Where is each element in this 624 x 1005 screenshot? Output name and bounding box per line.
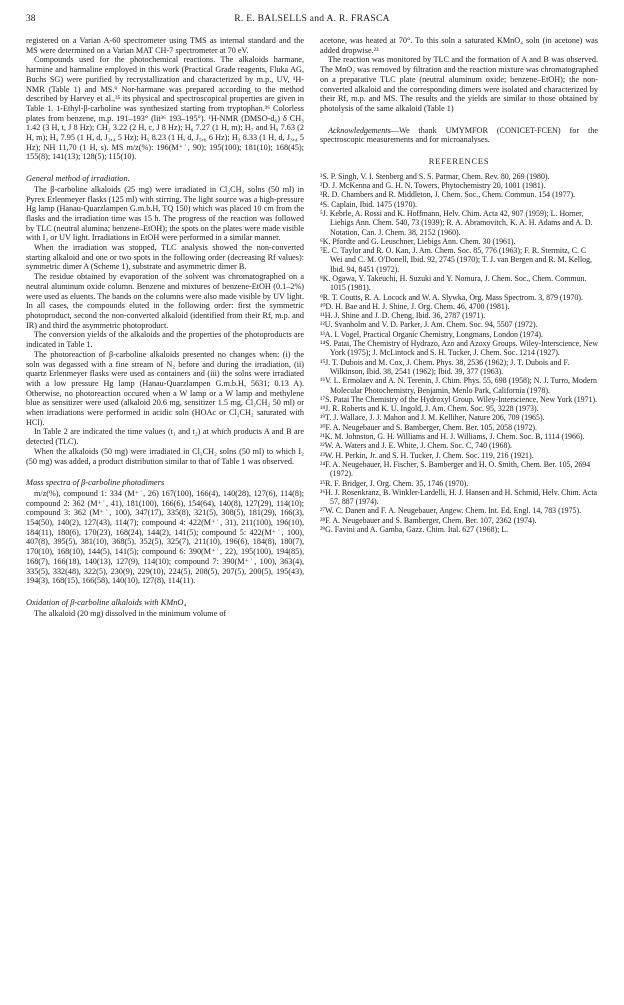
running-title: R. E. BALSELLS and A. R. FRASCA: [234, 14, 390, 24]
oxidation-paragraph-2: The reaction was monitored by TLC and the formation of A and B was observed. The MnO₂ was removed by filtration and the reaction mixture was chromatographed on a preparative TLC plate (neutral aluminum oxide; benzene–EtOH); the non-converted alkaloid and the corresponding dimers were isolated and characterized by their Rf, m.p. and MS. The results and the yields are similar to those obtained by photolysis of the same alkaloid (Table 1): [320, 55, 598, 113]
acknowledgements-text: —We thank UMYMFOR (CONICET-FCEN) for the spectroscopic measurements and for microanalyses.: [320, 125, 598, 145]
reference-item: ¹⁵J. T. Dubois and M. Cox, J. Chem. Phys. 38, 2536 (1962); J. T. Dubois and F. Wilkinson, Ibid. 38, 2541 (1962); Ibid. 39, 377 (1963).: [320, 357, 570, 376]
reference-item: ¹⁰D. H. Bae and H. J. Shine, J. Org. Chem. 46, 4700 (1981).: [320, 301, 510, 311]
reference-item: ²D. J. McKenna and G. H. N. Towers, Phytochemistry 20, 1001 (1981).: [320, 181, 546, 191]
reference-item: ¹⁸J. R. Roberts and K. U. Ingold, J. Am. Chem. Soc. 95, 3228 (1973).: [320, 404, 539, 414]
reference-item: ¹⁷S. Patai The Chemistry of the Hydroxyl Group. Wiley-Interscience, New York (1971).: [320, 394, 598, 404]
reference-item: ²⁰F. A. Neugebauer and S. Bamberger, Chem. Ber. 105, 2058 (1972).: [320, 422, 538, 432]
acknowledgements: [320, 126, 598, 145]
general-paragraph: The residue obtained by evaporation of the solvent was chromatographed on a neutral aluminum oxide column. Benzene and mixtures of benzene-EtOH (0.1–2%) were used as eluents. The bands on the columns were also made visible by UV light. In all cases, the compounds eluted in the following order: first the symmetric photoproduct, second the non-converted alkaloid (identified from their Rf, m.p. and IR) and third the asymmetric photoproduct.: [26, 272, 304, 330]
general-paragraph: In Table 2 are indicated the time values (t₁ and t₂) at which products A and B are detected (TLC).: [26, 427, 304, 447]
oxidation-continued: acetone, was heated at 70°. To this soln a saturated KMnO₄ soln (in acetone) was added dropwise.²³: [320, 36, 598, 55]
reference-item: ¹²U. Svanholm and V. D. Parker, J. Am. Chem. Soc. 94, 5507 (1972).: [320, 320, 538, 330]
reference-item: ²²W. A. Waters and J. E. White, J. Chem. Soc. C, 740 (1968).: [320, 441, 512, 451]
reference-item: ⁴S. Caplain, Ibid. 1475 (1970).: [320, 199, 417, 209]
reference-item: ²¹K. M. Johnston, G. H. Williams and H. J. Williams, J. Chem. Soc. B, 1114 (1966).: [320, 432, 585, 442]
page-header: [26, 14, 598, 32]
mass-spectra-paragraph: m/z(%), compound 1: 334 (M⁺˙, 26) 167(100), 166(4), 140(28), 127(6), 114(8); compound 2: 362 (M⁺˙, 41), 181(100), 166(6), 154(64), 140(8), 127(29), 114(10); compound 3: 362 (M⁺˙, 100), 347(17), 335(8), 321(5), 308(5), 181(29), 166(3), 154(50), 140(2), 127(43), 114(7); compound 4: 422(M⁺˙, 31), 211(100), 196(10), 184(11), 180(6), 170(23), 168(24), 144(2), 141(5); compound 5: 422(M⁺˙, 100), 407(8), 395(5), 381(10), 368(5), 352(5), 325(7), 211(10), 196(6), 184(8), 180(7), 170(10), 168(10), 144(5), 141(5); compound 6: 390(M⁺˙, 22), 195(100), 194(85), 168(7), 166(18), 140(13), 127(9), 114(10); compound 7: 390(M⁺˙, 100), 363(4), 335(5), 332(48), 322(5), 230(9), 229(10), 224(5), 208(5), 207(5), 200(5), 195(43), 194(3), 168(15), 166(58), 140(10), 127(8), 114(11).: [26, 488, 304, 586]
reference-item: ⁶K. Pfordte and G. Leuschner, Liebigs Ann. Chem. 30 (1961).: [320, 236, 516, 246]
right-column: [320, 36, 598, 618]
reference-item: ²⁷W. C. Danen and F. A. Neugebauer, Angew. Chem. Int. Ed. Engl. 14, 783 (1975).: [320, 506, 582, 516]
reference-item: ²⁵R. F. Bridger, J. Org. Chem. 35, 1746 (1970).: [320, 478, 469, 488]
section-heading-general-method: General method of irradiation.: [26, 174, 130, 184]
reference-item: ³R. D. Chambers and R. Middleton, J. Chem. Soc., Chem. Commun. 154 (1977).: [320, 190, 576, 200]
general-paragraph: When the irradiation was stopped, TLC analysis showed the non-converted starting alkaloid and one or two spots in the following order (decreasing Rf values): symmetric dimer A (Scheme 1), substrate and asymmetric dimer B.: [26, 243, 304, 272]
reference-item: ²⁸F. A. Neugebauer and S. Bamberger, Chem. Ber. 107, 2362 (1974).: [320, 515, 537, 525]
section-heading-mass-spectra: Mass spectra of β-carboline photodimers: [26, 478, 165, 488]
reference-item: ⁸K. Ogawa, Y. Takeuchi, H. Suzuki and Y. Nomura, J. Chem. Soc., Chem. Commun. 1015 (1981).: [320, 274, 587, 293]
reference-item: ⁹R. T. Coutts, R. A. Locock and W. A. Slywka, Org. Mass Spectrom. 3, 879 (1970).: [320, 292, 583, 302]
reference-item: ¹S. P. Singh, V. I. Stenberg and S. S. Parmar, Chem. Rev. 80, 269 (1980).: [320, 171, 550, 181]
reference-item: ¹¹H. J. Shine and J. D. Cheng, Ibid. 36, 2787 (1971).: [320, 311, 486, 321]
references-heading: REFERENCES: [428, 157, 490, 167]
reference-item: ²⁹G. Favini and A. Gamba, Gazz. Chim. Ital. 627 (1968); L.: [320, 525, 509, 535]
compounds-paragraph: Compounds used for the photochemical reactions. The alkaloids harmane, harmine and harmaline employed in this work (Practical Grade reagents, Fluka AG, Buchs SG) were purified by recrystallization and characterized by m.p., UV, ¹H-NMR (Table 1) and MS.⁹ Nor-harmane was prepared according to the method described by Harvey et al.,³⁵ its physical and spectroscopical properties are given in Table 1. 1-Ethyl-β-carboline was synthesized starting from tryptophan.³⁶ Colorless plates from benzene, m.p. 191–193° (lit³⁶ 193–195°). ¹H-NMR (DMSO-d₆) δ CH₃ 1.42 (3 H, t, J 8 Hz); CH₂ 3.22 (2 H, c, J 8 Hz); H₆ 7.27 (1 H, m); H₇ and H₈ 7.63 (2 H, m); H₄ 7.95 (1 H, d, J₃,₄ 5 Hz); H₅ 8.23 (1 H, d, J₅,₆ 6 Hz); H₃ 8.33 (1 H, d, J₃,₄ 5 Hz); NH 11,70 (1 H, s). MS m/z(%): 196(M⁺˙, 90); 195(100); 181(10); 168(45); 155(8); 141(13); 128(5); 115(10).: [26, 55, 304, 162]
acknowledgements-label: Acknowledgements: [328, 125, 391, 135]
reference-item: ¹⁹T. J. Wallace, J. J. Mahon and J. M. Kelliher, Nature 206, 709 (1965).: [320, 413, 545, 423]
general-paragraph: The conversion yields of the alkaloids and the properties of the photoproducts are indicated in Table 1.: [26, 330, 304, 350]
general-paragraph: The photoreaction of β-carboline alkaloids presented no changes when: (i) the soln was degassed with a fine stream of N₂ before and during the irradiation, (ii) quartz Erlenmeyer flasks were used as containers and (iii) the solns were irradiated with a low pressure Hg lamp (Hanau-Quarzlampen G.m.b.H, 5631; 0.13 A). Otherwise, no photoreaction occured when a W lamp or a W lamp and methylene blue as sensitizer were used (alkaloid 20.6 mg, sensitizer 1.5 mg, Cl₂CH₂ 50 ml) or when irradiations were performed in acidic soln (HOAc or Cl₂CH₂ saturated with HCl).: [26, 349, 304, 427]
reference-item: ¹⁶V. L. Ermolaev and A. N. Terenin, J. Chim. Phys. 55, 698 (1958); N. J. Turro, Modern Molecular Photochemistry, Benjamin, Menlo Park, California (1978).: [320, 376, 597, 395]
reference-list: [320, 172, 598, 535]
reference-item: ²³W. H. Perkin, Jr. and S. H. Tucker, J. Chem. Soc. 119, 216 (1921).: [320, 450, 534, 460]
reference-item: ¹³A. I. Vogel, Practical Organic Chemistry, Longmans, London (1974).: [320, 329, 543, 339]
section-heading-oxidation: Oxidation of β-carboline alkaloids with KMnO₄: [26, 597, 187, 607]
intro-paragraph: registered on a Varian A-60 spectrometer using TMS as internal standard and the MS were determined on a Varian MAT CH-7 spectrometer at 70 eV.: [26, 36, 304, 55]
general-paragraph: When the alkaloids (50 mg) were irradiated in Cl₂CH₂ solns (50 ml) to which I₂ (50 mg) was added, a product distribution similar to that of Table 1 was observed.: [26, 446, 304, 466]
page-number: 38: [26, 14, 36, 24]
reference-item: ²⁴F. A. Neugebauer, H. Fischer, S. Bamberger and H. O. Smith, Chem. Ber. 105, 2694 (1972).: [320, 459, 591, 479]
two-column-body: [26, 36, 598, 618]
general-paragraph: The β-carboline alkaloids (25 mg) were irradiated in Cl₂CH₂ solns (50 ml) in Pyrex Erlenmeyer flasks (125 ml) with stirring. The light source was a high-pressure Hg lamp (Hanau-Quarzlampen G.m.b.H, TQ 150) which was placed 10 cm from the flasks and the irradiation time was 15 h. The progress of the reaction was followed by TLC (neutral alumina; benzene–EtOH); the spots on the plates were made visible with I₂ or UV light. Irradiations in EtOH were performed in a similar manner.: [26, 184, 304, 243]
reference-item: ⁷E. C. Taylor and R. O. Kan, J. Am. Chem. Soc. 85, 776 (1963); F. R. Stermitz, C. C Wei and C. M. O'Donell, Ibid. 92, 2745 (1970); T. J. van Bergen and R. M. Kellog, Ibid. 94, 8451 (1972).: [320, 246, 593, 274]
reference-item: ²⁶H. J. Rosenkranz, B. Winkler-Lardelli, H. J. Hansen and H. Schmid, Helv. Chim. Acta 57, 887 (1974).: [320, 487, 598, 507]
reference-item: ¹⁴S. Patai, The Chemistry of Hydrazo, Azo and Azoxy Groups. Wiley-Interscience, New York (1975); J. McLintock and S. H. Tucker, J. Chem. Soc. 1214 (1927).: [320, 339, 598, 358]
oxidation-paragraph: The alkaloid (20 mg) dissolved in the minimum volume of: [34, 608, 227, 618]
reference-item: ⁵J. Kebrle, A. Rossi and K. Hoffmann, Helv. Chim. Acta 42, 907 (1959); L. Horner, Liebigs Ann. Chem. 540, 73 (1939); R. A. Abramovitch, K. A. H. Adams and A. D. Notation, Can. J. Chem. 38, 2152 (1960).: [320, 208, 593, 237]
left-column: [26, 36, 304, 618]
